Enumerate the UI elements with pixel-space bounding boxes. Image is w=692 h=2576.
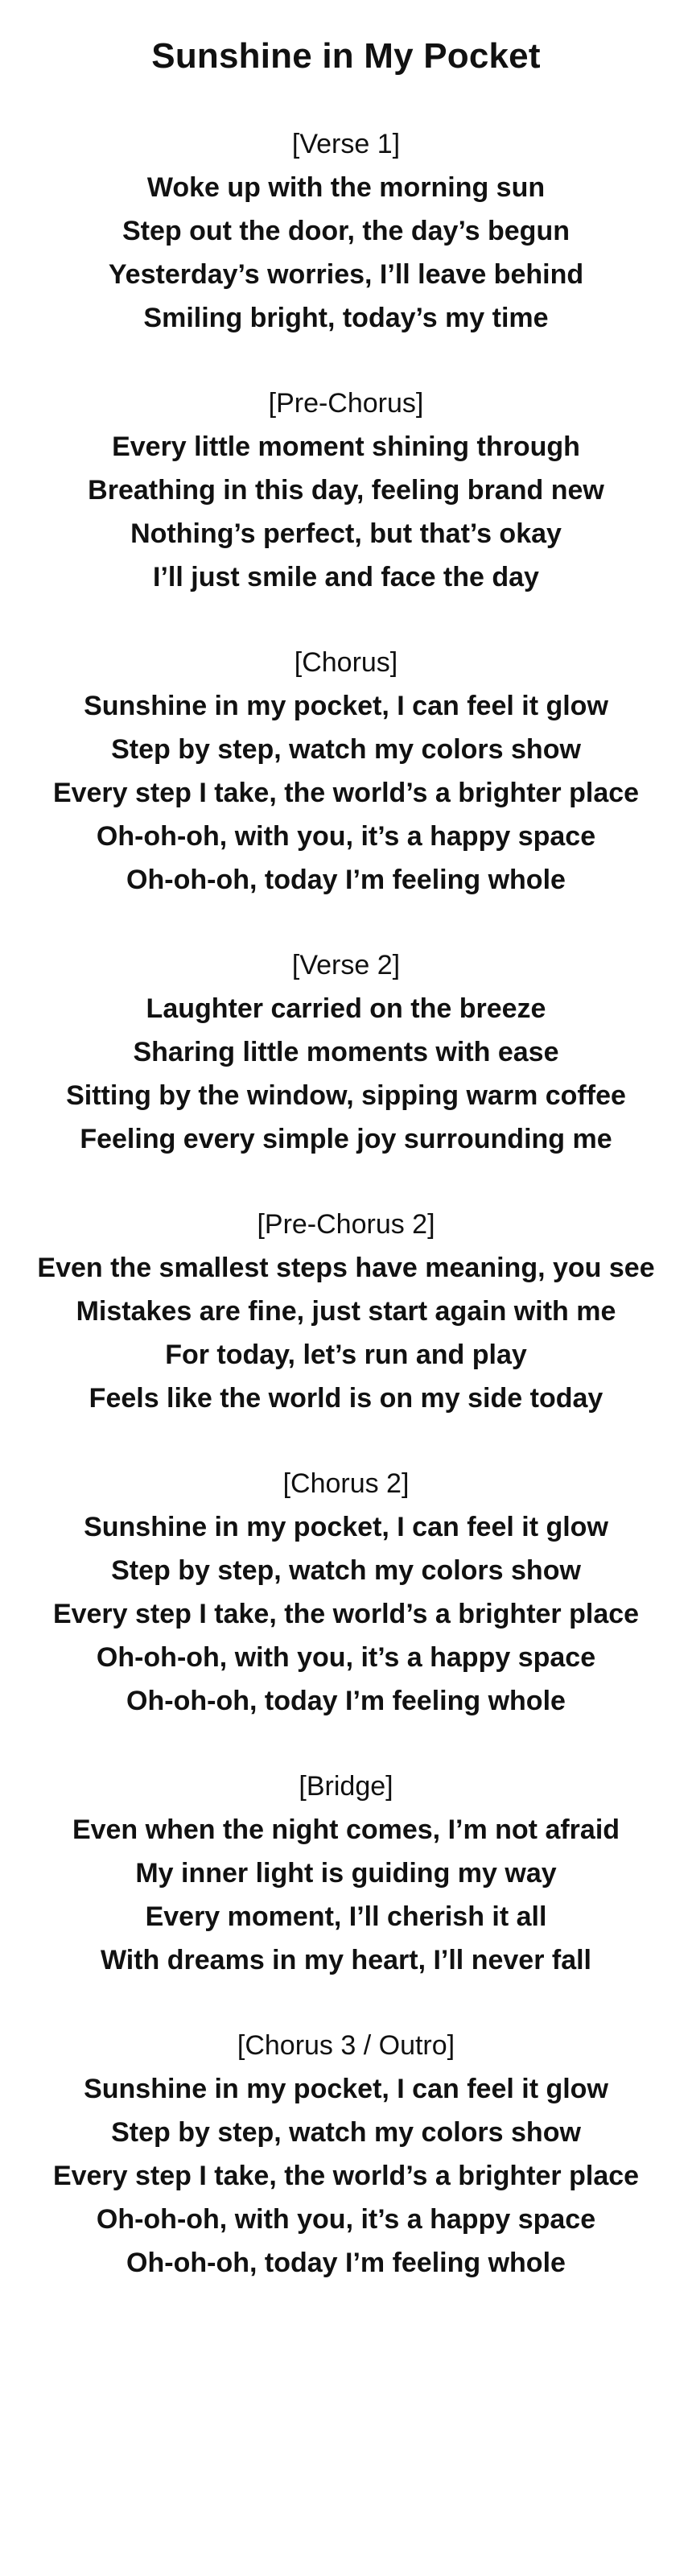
section-label: [Bridge] — [299, 1771, 393, 1802]
lyric-lines — [0, 166, 692, 340]
lyric-line: Oh-oh-oh, today I’m feeling whole — [126, 2248, 566, 2278]
lyric-line: Oh-oh-oh, today I’m feeling whole — [126, 865, 566, 895]
lyrics-section — [0, 382, 692, 599]
lyrics-section — [0, 1203, 692, 1420]
section-label: [Pre-Chorus 2] — [257, 1209, 435, 1240]
lyric-line: Breathing in this day, feeling brand new — [88, 475, 604, 506]
lyric-line: Feels like the world is on my side today — [89, 1383, 603, 1414]
lyric-line: Yesterday’s worries, I’ll leave behind — [108, 259, 584, 290]
lyrics-body — [0, 122, 692, 2285]
lyric-lines — [0, 1246, 692, 1420]
lyric-line: I’ll just smile and face the day — [153, 562, 539, 592]
lyrics-section — [0, 1462, 692, 1723]
lyrics-section — [0, 2024, 692, 2285]
lyric-line: Every step I take, the world’s a brighter place — [52, 2161, 640, 2191]
lyric-line: Oh-oh-oh, with you, it’s a happy space — [96, 1642, 596, 1673]
lyric-line: Step by step, watch my colors show — [111, 2117, 581, 2148]
lyric-line: Sharing little moments with ease — [133, 1037, 559, 1067]
lyric-line: Every step I take, the world’s a brighter place — [52, 778, 640, 808]
lyric-line: Oh-oh-oh, with you, it’s a happy space — [96, 2204, 596, 2235]
lyric-line: With dreams in my heart, I’ll never fall — [101, 1945, 591, 1975]
lyric-line: For today, let’s run and play — [165, 1340, 527, 1370]
section-label: [Chorus 3 / Outro] — [237, 2030, 455, 2061]
lyric-line: Laughter carried on the breeze — [146, 993, 546, 1024]
song-title: Sunshine in My Pocket — [151, 36, 541, 76]
lyric-line: Oh-oh-oh, today I’m feeling whole — [126, 1686, 566, 1716]
lyric-line: Step by step, watch my colors show — [111, 734, 581, 765]
lyrics-section — [0, 122, 692, 340]
lyric-line: My inner light is guiding my way — [135, 1858, 557, 1889]
lyric-line: Mistakes are fine, just start again with me — [76, 1296, 616, 1327]
lyric-lines — [0, 987, 692, 1161]
lyrics-section — [0, 1765, 692, 1982]
lyric-line: Nothing’s perfect, but that’s okay — [130, 518, 562, 549]
lyric-line: Sunshine in my pocket, I can feel it glow — [84, 2074, 608, 2104]
lyric-line: Every little moment shining through — [112, 431, 580, 462]
section-label: [Pre-Chorus] — [268, 388, 424, 419]
section-label: [Verse 1] — [291, 129, 401, 159]
lyric-line: Woke up with the morning sun — [146, 172, 546, 203]
lyric-line: Step out the door, the day’s begun — [122, 216, 570, 246]
section-label: [Verse 2] — [291, 950, 401, 980]
lyrics-section — [0, 943, 692, 1161]
section-label: [Chorus] — [294, 647, 398, 678]
lyric-line: Every step I take, the world’s a brighter place — [52, 1599, 640, 1629]
lyric-line: Sitting by the window, sipping warm coffee — [66, 1080, 626, 1111]
lyric-lines — [0, 2067, 692, 2285]
lyric-lines — [0, 425, 692, 599]
lyric-lines — [0, 1808, 692, 1982]
lyric-line: Smiling bright, today’s my time — [143, 303, 549, 333]
lyric-line: Step by step, watch my colors show — [111, 1555, 581, 1586]
lyric-lines — [0, 1505, 692, 1723]
lyric-line: Even when the night comes, I’m not afraid — [72, 1814, 620, 1845]
lyric-lines — [0, 684, 692, 902]
lyric-line: Oh-oh-oh, with you, it’s a happy space — [96, 821, 596, 852]
section-label: [Chorus 2] — [282, 1468, 410, 1499]
lyrics-section — [0, 641, 692, 902]
lyric-line: Every moment, I’ll cherish it all — [145, 1901, 547, 1932]
lyric-line: Even the smallest steps have meaning, you see — [37, 1253, 655, 1283]
lyric-line: Sunshine in my pocket, I can feel it glow — [84, 691, 608, 721]
lyric-line: Feeling every simple joy surrounding me — [80, 1124, 612, 1154]
lyric-line: Sunshine in my pocket, I can feel it glow — [84, 1512, 608, 1542]
